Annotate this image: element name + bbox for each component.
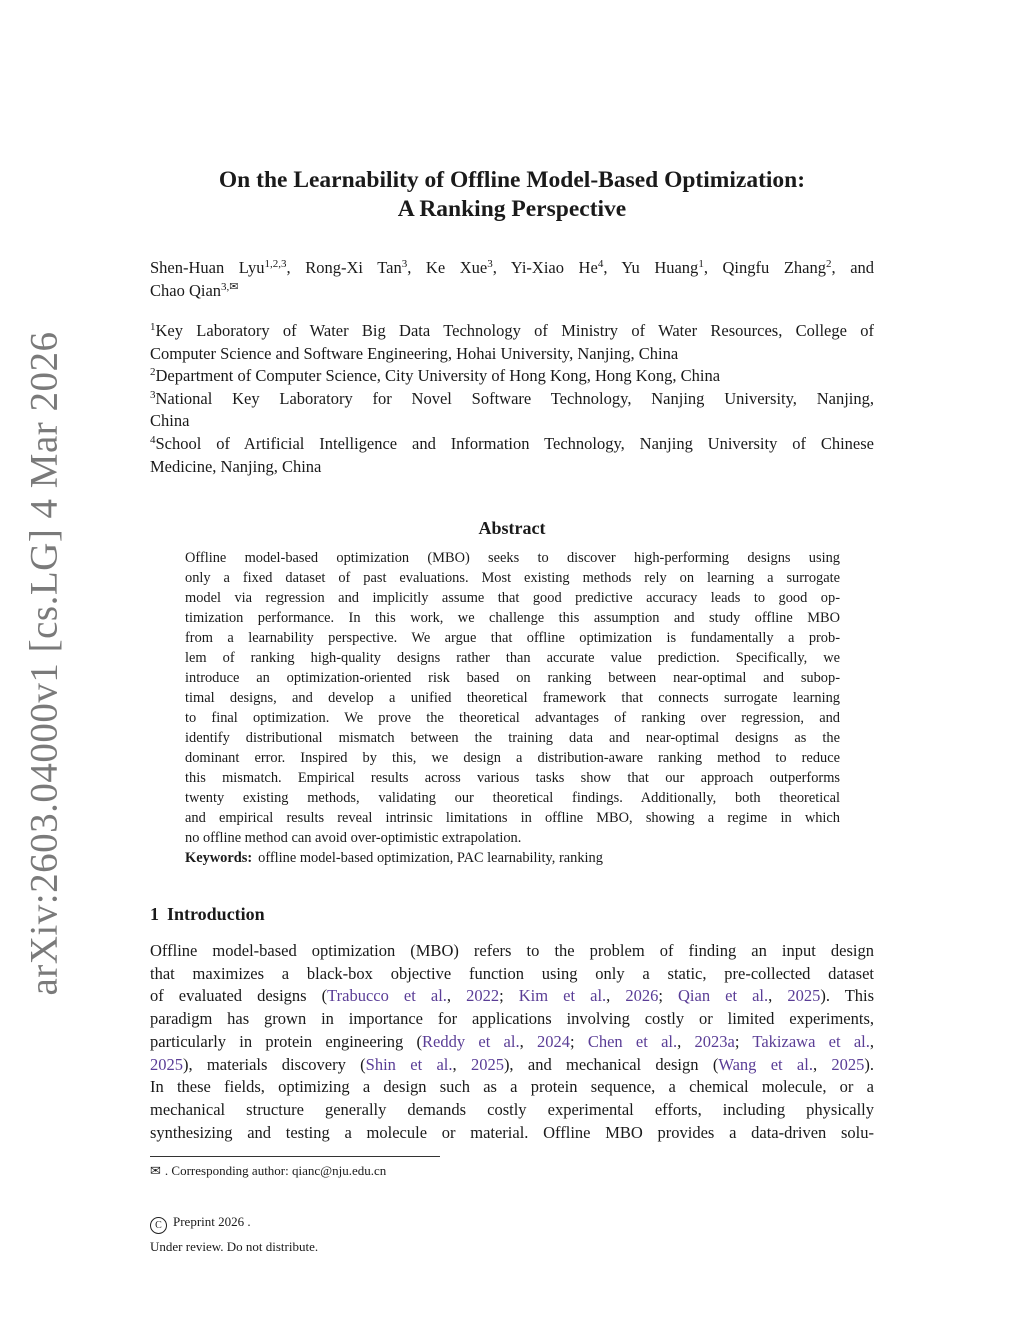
affiliation-line bbox=[150, 343, 874, 366]
introduction-text: , bbox=[606, 986, 626, 1006]
citation-link[interactable]: 2023a bbox=[694, 1031, 735, 1051]
author-affiliation-marker: 3,✉ bbox=[221, 281, 239, 293]
abstract-line: twenty existing methods, validating our theoretical findings. Additionally, both theoretical bbox=[185, 790, 840, 806]
introduction-text: , bbox=[452, 1054, 471, 1074]
introduction-text: mechanical structure generally demands costly experimental efforts, including physically bbox=[150, 1099, 874, 1119]
author-affiliation-marker: 1,2,3 bbox=[264, 258, 287, 270]
introduction-text: , bbox=[446, 986, 467, 1006]
author-line-2 bbox=[150, 279, 874, 302]
affiliation-text: Computer Science and Software Engineering, Hohai University, Nanjing, China bbox=[150, 343, 679, 363]
introduction-line bbox=[150, 985, 874, 1008]
introduction-line bbox=[150, 1054, 874, 1077]
introduction-text: ; bbox=[734, 1031, 753, 1051]
introduction-text: paradigm has grown in importance for applications involving costly or limited experiments, bbox=[150, 1009, 874, 1029]
affiliation-line bbox=[150, 320, 874, 343]
affiliation-line bbox=[150, 388, 874, 411]
introduction-line bbox=[150, 940, 874, 963]
author-list bbox=[150, 256, 874, 302]
author-affiliation-marker: 3 bbox=[401, 258, 408, 270]
author-name: Ke Xue bbox=[425, 258, 488, 277]
footnote-corresponding-text: . Corresponding author: qianc@nju.edu.cn bbox=[164, 1163, 387, 1178]
abstract-line: and empirical results reveal intrinsic limitations in offline MBO, showing a regime in which bbox=[185, 810, 840, 826]
introduction-text: synthesizing and testing a molecule or material. Offline MBO provides a data-driven solu- bbox=[150, 1122, 874, 1142]
abstract-line: dominant error. Inspired by this, we design a distribution-aware ranking method to reduce bbox=[185, 750, 840, 766]
affiliation-number: 4 bbox=[150, 433, 156, 446]
introduction-text: that maximizes a black-box objective function using only a static, pre-collected dataset bbox=[150, 963, 874, 983]
citation-link[interactable]: 2024 bbox=[536, 1031, 570, 1051]
author-affiliation-marker: 3 bbox=[487, 258, 493, 270]
affiliation-number: 1 bbox=[150, 321, 156, 333]
introduction-body bbox=[150, 940, 874, 1144]
introduction-line bbox=[150, 1122, 874, 1145]
author-separator: , bbox=[407, 258, 426, 277]
author-affiliation-marker: 1 bbox=[698, 258, 704, 270]
abstract-line: no offline method can avoid over-optimistic extrapolation. bbox=[185, 830, 522, 846]
citation-link[interactable]: 2025 bbox=[150, 1054, 183, 1074]
citation-link[interactable]: Trabucco et al. bbox=[327, 986, 447, 1006]
envelope-icon: ✉ bbox=[150, 1163, 161, 1178]
abstract-line: Offline model-based optimization (MBO) seeks to discover high-performing designs using bbox=[185, 550, 840, 566]
citation-link[interactable]: 2026 bbox=[625, 986, 659, 1006]
abstract-line: model via regression and implicitly assume that good predictive accuracy leads to good op- bbox=[185, 590, 840, 606]
citation-link[interactable]: Shin et al. bbox=[365, 1054, 453, 1074]
abstract-line: timization performance. In this work, we challenge this assumption and study offline MBO bbox=[185, 610, 840, 626]
introduction-text: of evaluated designs ( bbox=[150, 986, 328, 1006]
affiliation-text: School of Artificial Intelligence and Information Technology, Nanjing University of Chinese bbox=[155, 433, 874, 453]
section-number: 1 bbox=[150, 904, 159, 924]
author-separator: , bbox=[286, 258, 306, 277]
abstract-line: lem of ranking high-quality designs rather than accurate value prediction. Specifically, we bbox=[185, 650, 840, 666]
citation-link[interactable]: Reddy et al. bbox=[422, 1031, 520, 1051]
introduction-text: ). This bbox=[820, 986, 875, 1006]
affiliation-list bbox=[150, 320, 874, 478]
introduction-line bbox=[150, 963, 874, 986]
affiliation-text: National Key Laboratory for Novel Software Technology, Nanjing University, Nanjing, bbox=[155, 388, 874, 408]
affiliation-text: Key Laboratory of Water Big Data Technology of Ministry of Water Resources, College of bbox=[155, 321, 874, 340]
footnote-preprint-text: Preprint 2026 . bbox=[173, 1214, 251, 1229]
keywords-line bbox=[185, 848, 840, 868]
introduction-text: ), materials discovery ( bbox=[183, 1054, 366, 1074]
introduction-text: In these fields, optimizing a design such as a protein sequence, a chemical molecule, or a bbox=[150, 1077, 874, 1097]
citation-link[interactable]: 2025 bbox=[831, 1054, 865, 1074]
author-affiliation-marker: 4 bbox=[597, 258, 604, 270]
copyright-icon: C bbox=[150, 1217, 167, 1234]
author-affiliation-marker: 2 bbox=[826, 258, 832, 270]
author-name: Yu Huang bbox=[621, 258, 699, 277]
abstract-line: only a fixed dataset of past evaluations. Most existing methods rely on learning a surrogate bbox=[185, 570, 840, 586]
section-heading-introduction bbox=[150, 902, 265, 926]
section-title: Introduction bbox=[167, 904, 265, 924]
abstract-heading: Abstract bbox=[478, 518, 546, 538]
footnote-rule bbox=[150, 1156, 440, 1157]
affiliation-number: 3 bbox=[150, 388, 156, 401]
author-name: Chao Qian bbox=[150, 281, 222, 300]
affiliation-line bbox=[150, 365, 874, 388]
citation-link[interactable]: Wang et al. bbox=[718, 1054, 813, 1074]
abstract-line: this mismatch. Empirical results across various tasks show that our approach outperforms bbox=[185, 770, 840, 786]
introduction-text: ; bbox=[569, 1031, 588, 1051]
citation-link[interactable]: Kim et al. bbox=[518, 986, 607, 1006]
introduction-text: , bbox=[519, 1031, 537, 1051]
author-name: Shen-Huan Lyu bbox=[150, 258, 265, 277]
abstract-body bbox=[185, 548, 840, 868]
author-separator: , bbox=[603, 258, 622, 277]
author-line-1 bbox=[150, 256, 874, 279]
citation-link[interactable]: 2025 bbox=[470, 1054, 504, 1074]
footnote-preprint bbox=[150, 1213, 251, 1234]
abstract-line: introduce an optimization-oriented risk based on ranking between near-optimal and subop- bbox=[185, 670, 840, 686]
introduction-line bbox=[150, 1008, 874, 1031]
introduction-text: , bbox=[677, 1031, 695, 1051]
title-line-1: On the Learnability of Offline Model-Based Optimization: bbox=[218, 167, 806, 193]
affiliation-line bbox=[150, 410, 874, 433]
introduction-line bbox=[150, 1031, 874, 1054]
affiliation-text: China bbox=[150, 411, 190, 431]
introduction-text: , bbox=[812, 1054, 832, 1074]
citation-link[interactable]: Chen et al. bbox=[587, 1031, 678, 1051]
arxiv-stamp bbox=[22, 330, 66, 996]
introduction-text: particularly in protein engineering ( bbox=[150, 1031, 423, 1051]
footnote-review-notice: Under review. Do not distribute. bbox=[150, 1239, 319, 1254]
introduction-text: Offline model-based optimization (MBO) refers to the problem of finding an input design bbox=[150, 941, 874, 960]
introduction-text: , bbox=[768, 986, 788, 1006]
title-line-2: A Ranking Perspective bbox=[397, 196, 627, 222]
affiliation-line bbox=[150, 433, 874, 456]
citation-link[interactable]: Takizawa et al. bbox=[752, 1031, 870, 1051]
footnote-corresponding-author bbox=[150, 1162, 386, 1180]
paper-title bbox=[150, 166, 874, 224]
author-separator: , bbox=[703, 258, 723, 277]
introduction-text: ). bbox=[864, 1054, 875, 1074]
author-name: Rong-Xi Tan bbox=[305, 258, 402, 277]
introduction-line bbox=[150, 1076, 874, 1099]
introduction-text: ), and mechanical design ( bbox=[503, 1054, 719, 1074]
citation-link[interactable]: 2022 bbox=[466, 986, 500, 1006]
author-separator: , and bbox=[831, 258, 875, 277]
affiliation-number: 2 bbox=[150, 366, 156, 379]
author-separator: , bbox=[492, 258, 511, 277]
arxiv-stamp-text: arXiv:2603.04000v1 [cs.LG] 4 Mar 2026 bbox=[22, 330, 66, 996]
keywords-label: Keywords: bbox=[185, 850, 253, 866]
introduction-text: ; bbox=[658, 986, 679, 1006]
affiliation-text: Medicine, Nanjing, China bbox=[150, 456, 322, 476]
abstract-line: from a learnability perspective. We argue that offline optimization is fundamentally a prob- bbox=[185, 630, 840, 646]
abstract-line: identify distributional mismatch between the training data and near-optimal designs as the bbox=[185, 730, 840, 746]
author-name: Yi-Xiao He bbox=[510, 258, 598, 277]
introduction-line bbox=[150, 1099, 874, 1122]
keywords-text: offline model-based optimization, PAC learnability, ranking bbox=[258, 850, 603, 866]
abstract-line: to final optimization. We prove the theoretical advantages of ranking over regression, and bbox=[185, 710, 840, 726]
citation-link[interactable]: Qian et al. bbox=[678, 986, 769, 1006]
author-name: Qingfu Zhang bbox=[722, 258, 826, 277]
affiliation-line bbox=[150, 456, 874, 479]
citation-link[interactable]: 2025 bbox=[787, 986, 821, 1006]
abstract-line: timal designs, and develop a unified theoretical framework that connects surrogate learning bbox=[185, 690, 840, 706]
introduction-text: , bbox=[869, 1031, 874, 1051]
affiliation-text: Department of Computer Science, City University of Hong Kong, Hong Kong, China bbox=[155, 366, 721, 386]
introduction-text: ; bbox=[499, 986, 519, 1006]
